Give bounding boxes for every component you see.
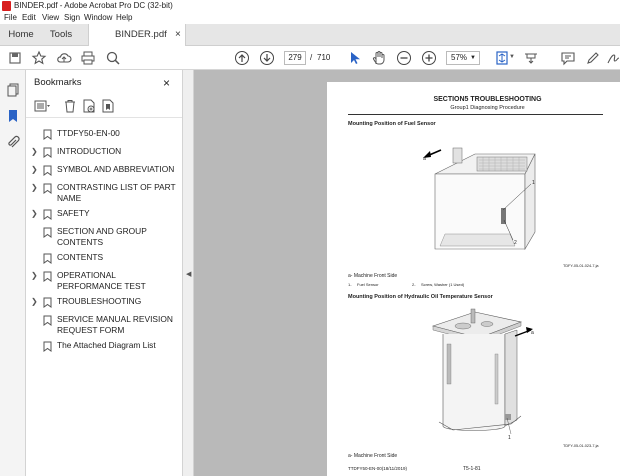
menu-window[interactable]: Window — [84, 13, 113, 22]
bookmark-star-icon[interactable] — [31, 50, 47, 66]
menu-file[interactable]: File — [4, 13, 17, 22]
section-title: SECTION5 TROUBLESHOOTING — [433, 96, 542, 103]
heading-fuel-sensor: Mounting Position of Fuel Sensor — [348, 121, 436, 127]
bookmark-label: TTDFY50-EN-00 — [57, 128, 120, 138]
fig1-legend-num: 2- — [412, 282, 416, 287]
menu-help[interactable]: Help — [116, 13, 133, 22]
save-icon[interactable] — [7, 50, 23, 66]
bookmark-flag-icon — [43, 227, 52, 238]
page-number-input[interactable]: 279 — [284, 51, 306, 65]
chevron-right-icon[interactable]: ❯ — [31, 271, 38, 280]
acrobat-app-icon — [2, 1, 11, 11]
bookmark-label: INTRODUCTION — [57, 146, 122, 156]
chevron-right-icon[interactable]: ❯ — [31, 183, 38, 192]
print-icon[interactable] — [80, 50, 96, 66]
bookmark-label: The Attached Diagram List — [57, 340, 156, 350]
fig2-callout-1: 1 — [508, 435, 511, 441]
bookmark-label: SYMBOL AND ABBREVIATION — [57, 164, 175, 174]
fig1-legend-text: Fuel Sensor — [357, 282, 379, 287]
comment-icon[interactable] — [560, 50, 576, 66]
delete-bookmark-icon[interactable] — [63, 99, 77, 113]
tab-close-icon[interactable]: × — [175, 29, 181, 40]
menu-view[interactable]: View — [42, 13, 60, 22]
search-icon[interactable] — [105, 50, 121, 66]
pdf-page — [327, 82, 620, 476]
fig1-callout-1: 1 — [532, 180, 535, 186]
fit-page-icon[interactable] — [494, 50, 510, 66]
menu-sign[interactable]: Sign — [64, 13, 81, 22]
fuel-sensor-figure — [415, 134, 565, 260]
heading-hydraulic-sensor: Mounting Position of Hydraulic Oil Temperature Sensor — [348, 294, 493, 300]
attachments-icon[interactable] — [5, 134, 21, 150]
bookmarks-header — [26, 70, 182, 96]
bookmark-flag-icon — [43, 147, 52, 158]
bookmark-label: SERVICE MANUAL REVISION REQUEST FORM — [57, 314, 173, 335]
footer-page-number: T5-1-81 — [463, 466, 481, 472]
bookmark-flag-icon — [43, 315, 52, 326]
bookmark-flag-icon — [43, 165, 52, 176]
bookmark-label: SECTION AND GROUP CONTENTS — [57, 226, 147, 247]
select-cursor-icon[interactable] — [347, 50, 363, 66]
bookmark-label: CONTENTS — [57, 252, 104, 262]
fig1-code: TDFY-05-01-024-7.ja — [563, 264, 599, 268]
options-menu-icon[interactable] — [34, 99, 50, 113]
bookmark-label: OPERATIONAL PERFORMANCE TEST — [57, 270, 146, 291]
bookmark-flag-icon — [43, 297, 52, 308]
total-pages: 710 — [317, 53, 331, 62]
close-icon[interactable]: × — [163, 76, 171, 90]
hydraulic-oil-sensor-figure — [425, 304, 545, 440]
panel-splitter[interactable] — [182, 70, 194, 476]
zoom-level-value: 57% — [451, 53, 468, 62]
menu-bar — [0, 12, 620, 24]
fig2-caption: a- Machine Front Side — [348, 453, 398, 459]
navigation-rail — [0, 70, 26, 476]
bookmark-flag-icon — [43, 183, 52, 194]
zoom-in-icon[interactable] — [421, 50, 437, 66]
zoom-out-icon[interactable] — [396, 50, 412, 66]
group-title: Group1 Diagnosing Procedure — [450, 105, 525, 111]
tab-tools[interactable]: Tools — [49, 29, 73, 40]
bookmark-label: CONTRASTING LIST OF PART NAME — [57, 182, 176, 203]
fig1-caption: a- Machine Front Side — [348, 273, 398, 279]
bookmarks-toolbar — [26, 96, 182, 118]
page-separator: / — [310, 53, 313, 62]
fig2-callout-a: a — [531, 330, 534, 336]
collapse-panel-icon[interactable]: ◀ — [186, 271, 192, 278]
scrolling-mode-icon[interactable] — [523, 50, 539, 66]
document-view[interactable] — [194, 70, 620, 476]
bookmark-properties-icon[interactable] — [101, 99, 115, 113]
title-rule — [348, 114, 603, 115]
fig2-code: TDFY-05-01-023-7.ja — [563, 444, 599, 448]
zoom-level-select[interactable] — [446, 51, 480, 65]
tab-bar — [0, 24, 620, 46]
bookmark-flag-icon — [43, 253, 52, 264]
cloud-upload-icon[interactable] — [56, 50, 72, 66]
bookmark-flag-icon — [43, 341, 52, 352]
previous-page-icon[interactable] — [234, 50, 250, 66]
pen-annotate-icon[interactable] — [585, 50, 601, 66]
footer-doc-code: TTDFY50-EN-00(18/11/2019) — [348, 466, 407, 471]
tab-document[interactable] — [88, 24, 186, 46]
window-title: BINDER.pdf - Adobe Acrobat Pro DC (32-bit) — [14, 1, 173, 10]
bookmark-flag-icon — [43, 271, 52, 282]
toolbar — [0, 46, 620, 70]
sign-icon[interactable] — [606, 50, 620, 66]
fig1-callout-a: a — [423, 156, 426, 162]
page-thumbnails-icon[interactable] — [5, 82, 21, 98]
tab-home[interactable]: Home — [8, 29, 34, 40]
next-page-icon[interactable] — [259, 50, 275, 66]
bookmark-label: SAFETY — [57, 208, 90, 218]
fig1-legend-text: Screw, Washer (1 Used) — [421, 282, 465, 287]
bookmarks-title: Bookmarks — [34, 77, 82, 88]
new-bookmark-icon[interactable] — [82, 99, 96, 113]
title-bar — [0, 0, 620, 12]
fig1-callout-2: 2 — [514, 240, 517, 246]
bookmark-flag-icon — [43, 209, 52, 220]
bookmarks-panel-icon[interactable] — [5, 108, 21, 124]
chevron-down-icon: ▼ — [470, 55, 476, 61]
menu-edit[interactable]: Edit — [22, 13, 36, 22]
bookmark-label: TROUBLESHOOTING — [57, 296, 142, 306]
chevron-right-icon[interactable]: ❯ — [31, 209, 38, 218]
fit-dropdown-icon[interactable]: ▼ — [509, 54, 515, 60]
chevron-right-icon[interactable]: ❯ — [31, 297, 38, 306]
bookmarks-panel — [26, 70, 182, 476]
hand-tool-icon[interactable] — [371, 50, 387, 66]
bookmark-flag-icon — [43, 129, 52, 140]
chevron-right-icon[interactable]: ❯ — [31, 165, 38, 174]
fig1-legend-num: 1- — [348, 282, 352, 287]
tab-document-label: BINDER.pdf — [115, 29, 167, 40]
chevron-right-icon[interactable]: ❯ — [31, 147, 38, 156]
